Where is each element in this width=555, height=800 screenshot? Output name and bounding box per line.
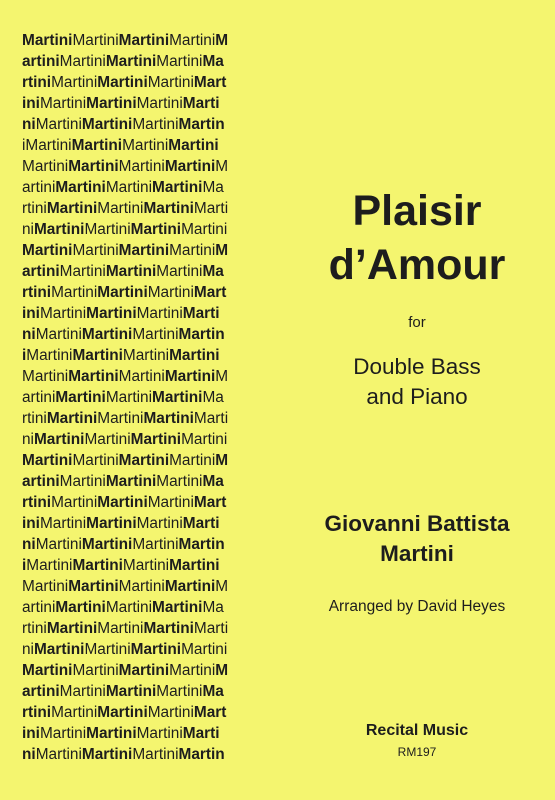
pattern-segment: Martini	[22, 368, 69, 385]
pattern-row	[22, 177, 268, 198]
pattern-row	[22, 135, 268, 156]
pattern-segment: ni	[22, 326, 36, 343]
pattern-row	[22, 366, 268, 387]
pattern-row	[22, 72, 268, 93]
pattern-segment: Ma	[202, 389, 224, 406]
pattern-segment: Martini	[130, 221, 182, 238]
composer-name	[286, 509, 548, 569]
pattern-segment: artini	[22, 683, 60, 700]
pattern-segment: ni	[22, 536, 36, 553]
pattern-segment: Martini	[118, 32, 170, 49]
pattern-segment: Martini	[132, 746, 179, 763]
title-line-1: Plaisir	[352, 187, 482, 235]
pattern-segment: Ma	[202, 473, 224, 490]
pattern-segment: Martini	[105, 263, 157, 280]
pattern-segment: Martini	[130, 641, 182, 658]
pattern-segment: Martini	[152, 389, 203, 406]
pattern-segment: Martini	[84, 221, 131, 238]
pattern-segment: Martini	[72, 452, 119, 469]
pattern-segment: Martini	[143, 620, 194, 637]
pattern-segment: Martini	[152, 599, 203, 616]
pattern-segment: Martini	[164, 158, 216, 175]
pattern-row	[22, 156, 268, 177]
pattern-segment: Martini	[97, 200, 144, 217]
pattern-segment: Martini	[25, 137, 72, 154]
pattern-segment: Mart	[193, 494, 227, 511]
pattern-segment: Ma	[202, 683, 224, 700]
pattern-segment: Martini	[164, 578, 216, 595]
pattern-row	[22, 114, 268, 135]
pattern-segment: Martini	[72, 32, 119, 49]
pattern-row	[22, 534, 268, 555]
pattern-segment: Martini	[105, 473, 157, 490]
pattern-segment: Martini	[118, 368, 165, 385]
pattern-segment: Martini	[51, 704, 98, 721]
pattern-segment: Martini	[118, 578, 165, 595]
pattern-segment: Martini	[168, 137, 219, 154]
pattern-segment: Martini	[84, 431, 131, 448]
pattern-segment: ni	[22, 431, 34, 448]
pattern-segment: ini	[22, 515, 40, 532]
pattern-segment: Martini	[26, 557, 73, 574]
pattern-segment: Martini	[169, 662, 216, 679]
pattern-segment: Martini	[26, 347, 73, 364]
pattern-segment: Martini	[136, 305, 183, 322]
pattern-row	[22, 513, 268, 534]
pattern-row	[22, 408, 268, 429]
pattern-segment: Martini	[68, 368, 119, 385]
pattern-segment: Marti	[182, 515, 220, 532]
pattern-row	[22, 261, 268, 282]
pattern-segment: Martini	[169, 242, 216, 259]
pattern-segment: M	[215, 452, 229, 469]
pattern-segment: Martini	[81, 326, 133, 343]
pattern-segment: artini	[22, 599, 56, 616]
pattern-row	[22, 387, 268, 408]
pattern-segment: Martini	[97, 494, 148, 511]
pattern-segment: artini	[22, 389, 56, 406]
pattern-segment: Martini	[147, 284, 194, 301]
pattern-segment: Martini	[55, 389, 106, 406]
pattern-segment: Martini	[39, 305, 87, 322]
pattern-row	[22, 93, 268, 114]
pattern-row	[22, 324, 268, 345]
pattern-segment: M	[215, 368, 229, 385]
pattern-segment: Martini	[22, 32, 73, 49]
pattern-segment: Martini	[55, 599, 106, 616]
pattern-row	[22, 660, 268, 681]
pattern-segment: Martini	[156, 683, 203, 700]
pattern-segment: Martin	[178, 326, 225, 343]
pattern-segment: Marti	[182, 725, 220, 742]
pattern-segment: Martini	[55, 179, 106, 196]
pattern-segment: Martini	[46, 200, 98, 217]
pattern-segment: Martini	[81, 116, 133, 133]
pattern-segment: Martini	[136, 95, 183, 112]
page-title	[286, 184, 548, 292]
pattern-segment: Martini	[156, 263, 203, 280]
pattern-segment: Martin	[178, 536, 225, 553]
pattern-row	[22, 492, 268, 513]
pattern-segment: Mart	[193, 284, 227, 301]
pattern-segment: Martini	[84, 641, 131, 658]
pattern-row	[22, 345, 268, 366]
pattern-segment: Ma	[202, 179, 224, 196]
pattern-segment: Martini	[156, 53, 203, 70]
pattern-segment: Martini	[35, 116, 82, 133]
pattern-segment: Martini	[169, 452, 216, 469]
pattern-row	[22, 198, 268, 219]
pattern-segment: Martin	[178, 746, 225, 763]
pattern-segment: Martini	[105, 389, 152, 406]
instrumentation	[286, 352, 548, 412]
pattern-segment: Martini	[147, 704, 194, 721]
pattern-segment: ini	[22, 305, 40, 322]
pattern-segment: Martini	[122, 557, 170, 574]
pattern-row	[22, 303, 268, 324]
composer-line-2: Martini	[380, 541, 454, 566]
pattern-row	[22, 576, 268, 597]
pattern-segment: Martini	[68, 578, 119, 595]
pattern-row	[22, 51, 268, 72]
pattern-row	[22, 282, 268, 303]
pattern-row	[22, 618, 268, 639]
pattern-segment: Martini	[59, 263, 106, 280]
pattern-segment: Martini	[39, 95, 87, 112]
pattern-segment: Martini	[130, 431, 182, 448]
pattern-row	[22, 744, 268, 765]
pattern-segment: Martin	[178, 116, 225, 133]
composer-line-1: Giovanni Battista	[324, 511, 510, 536]
pattern-segment: ini	[22, 95, 40, 112]
pattern-row	[22, 723, 268, 744]
pattern-segment: Martini	[72, 557, 123, 574]
pattern-segment: Ma	[202, 263, 224, 280]
pattern-segment: i	[22, 347, 27, 364]
pattern-segment: Martini	[68, 158, 119, 175]
instrumentation-line-1: Double Bass	[353, 354, 481, 379]
pattern-row	[22, 240, 268, 261]
pattern-segment: i	[22, 137, 26, 154]
pattern-segment: Martini	[164, 368, 216, 385]
for-label: for	[408, 314, 426, 331]
pattern-segment: artini	[22, 473, 60, 490]
pattern-segment: Martini	[105, 599, 152, 616]
pattern-segment: rtini	[22, 200, 47, 217]
pattern-segment: Martini	[122, 137, 169, 154]
pattern-segment: Martini	[132, 536, 179, 553]
pattern-segment: Martini	[22, 158, 69, 175]
pattern-row	[22, 681, 268, 702]
pattern-segment: Martini	[46, 410, 98, 427]
pattern-segment: Martini	[46, 620, 98, 637]
arranger-credit: Arranged by David Heyes	[328, 598, 506, 615]
pattern-row	[22, 555, 268, 576]
pattern-segment: artini	[22, 263, 60, 280]
pattern-row	[22, 702, 268, 723]
pattern-row	[22, 429, 268, 450]
pattern-segment: Martini	[86, 305, 137, 322]
pattern-segment: artini	[22, 53, 60, 70]
pattern-segment: Marti	[193, 410, 229, 427]
pattern-segment: Martini	[35, 746, 82, 763]
pattern-segment: M	[215, 242, 229, 259]
pattern-segment: Martini	[81, 746, 133, 763]
pattern-segment: Martini	[51, 74, 98, 91]
pattern-segment: Martini	[59, 53, 106, 70]
pattern-segment: Martini	[22, 452, 73, 469]
pattern-segment: Martini	[51, 284, 98, 301]
pattern-segment: rtini	[22, 284, 52, 301]
pattern-row	[22, 639, 268, 660]
pattern-segment: Martini	[39, 515, 87, 532]
pattern-segment: Martini	[118, 158, 165, 175]
pattern-segment: ni	[22, 221, 34, 238]
pattern-segment: M	[215, 578, 229, 595]
pattern-segment: rtini	[22, 410, 47, 427]
pattern-segment: Martini	[97, 74, 148, 91]
pattern-segment: Martini	[147, 74, 194, 91]
pattern-segment: Martini	[105, 179, 152, 196]
pattern-segment: Martini	[59, 683, 106, 700]
pattern-segment: rtini	[22, 494, 52, 511]
pattern-segment: Martini	[181, 641, 228, 658]
pattern-segment: Martini	[86, 95, 137, 112]
pattern-segment: Martini	[169, 557, 220, 574]
pattern-segment: Martini	[72, 242, 119, 259]
pattern-segment: Martini	[132, 326, 179, 343]
pattern-segment: Mart	[193, 704, 227, 721]
pattern-segment: Martini	[97, 704, 148, 721]
pattern-segment: Martini	[33, 431, 85, 448]
pattern-segment: Martini	[105, 683, 157, 700]
pattern-segment: M	[215, 662, 229, 679]
name-pattern	[22, 30, 268, 765]
pattern-segment: ni	[22, 641, 34, 658]
pattern-row	[22, 471, 268, 492]
pattern-segment: Martini	[143, 200, 194, 217]
pattern-segment: Martini	[181, 221, 228, 238]
pattern-segment: rtini	[22, 620, 47, 637]
pattern-segment: Martini	[136, 515, 183, 532]
pattern-segment: Martini	[22, 578, 69, 595]
pattern-segment: Martini	[39, 725, 87, 742]
pattern-segment: Martini	[181, 431, 228, 448]
pattern-segment: Ma	[202, 599, 224, 616]
pattern-row	[22, 219, 268, 240]
pattern-segment: Mart	[193, 74, 227, 91]
pattern-segment: Martini	[169, 32, 216, 49]
pattern-segment: rtini	[22, 74, 52, 91]
pattern-segment: Martini	[143, 410, 194, 427]
pattern-segment: Martini	[35, 326, 82, 343]
pattern-segment: Martini	[118, 662, 170, 679]
pattern-segment: ini	[22, 725, 40, 742]
pattern-segment: Martini	[72, 347, 123, 364]
catalog-number: RM197	[397, 745, 437, 759]
pattern-segment: Martini	[72, 662, 119, 679]
pattern-segment: i	[22, 557, 27, 574]
pattern-segment: ni	[22, 746, 36, 763]
instrumentation-line-2: and Piano	[366, 384, 468, 409]
pattern-segment: Marti	[182, 95, 220, 112]
pattern-segment: Martini	[97, 410, 144, 427]
pattern-segment: Martini	[147, 494, 194, 511]
pattern-segment: Martini	[59, 473, 106, 490]
pattern-segment: Martini	[81, 536, 133, 553]
pattern-segment: Martini	[71, 137, 123, 154]
pattern-segment: Martini	[22, 242, 73, 259]
pattern-segment: Martini	[118, 452, 170, 469]
pattern-segment: Marti	[193, 620, 229, 637]
pattern-segment: Martini	[51, 494, 98, 511]
pattern-segment: Ma	[202, 53, 224, 70]
pattern-segment: Martini	[156, 473, 203, 490]
pattern-segment: Martini	[105, 53, 157, 70]
pattern-segment: artini	[22, 179, 56, 196]
pattern-row	[22, 597, 268, 618]
title-line-2: d’Amour	[328, 241, 506, 289]
publisher-name: Recital Music	[365, 722, 469, 739]
pattern-segment: rtini	[22, 704, 52, 721]
pattern-segment: Martini	[33, 641, 85, 658]
pattern-segment: Martini	[97, 284, 148, 301]
pattern-segment: Marti	[193, 200, 229, 217]
pattern-segment: Martini	[169, 347, 220, 364]
pattern-segment: M	[215, 158, 229, 175]
pattern-segment: Martini	[152, 179, 203, 196]
pattern-segment: Martini	[118, 242, 170, 259]
pattern-row	[22, 30, 268, 51]
pattern-segment: Martini	[35, 536, 82, 553]
pattern-segment: Martini	[33, 221, 85, 238]
pattern-segment: Martini	[132, 116, 179, 133]
pattern-segment: Martini	[97, 620, 144, 637]
pattern-segment: Martini	[22, 662, 73, 679]
pattern-row	[22, 450, 268, 471]
pattern-segment: ni	[22, 116, 36, 133]
pattern-segment: M	[215, 32, 229, 49]
pattern-segment: Martini	[86, 725, 137, 742]
pattern-segment: Martini	[122, 347, 170, 364]
pattern-segment: Martini	[86, 515, 137, 532]
pattern-segment: Marti	[182, 305, 220, 322]
pattern-segment: Martini	[136, 725, 183, 742]
